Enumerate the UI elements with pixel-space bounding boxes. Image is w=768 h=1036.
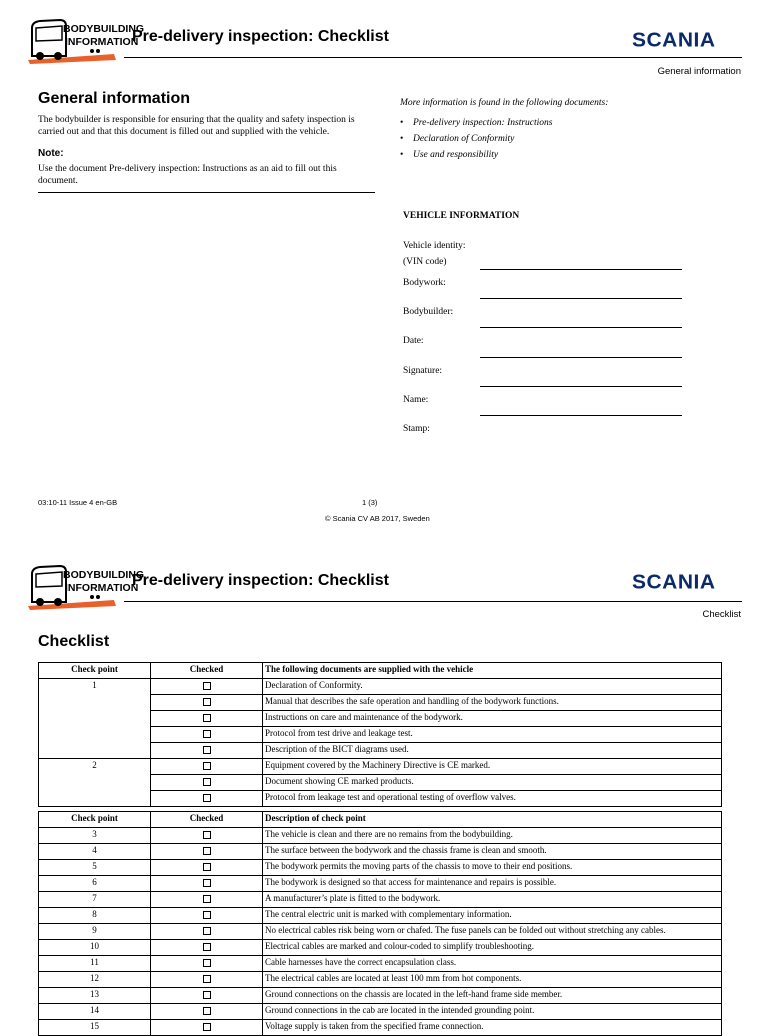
check-point-number: 2 [39,758,151,806]
checkbox[interactable] [203,698,211,706]
checkbox[interactable] [203,730,211,738]
checkbox[interactable] [203,762,211,770]
check-point-number: 8 [39,907,151,923]
column-header: Check point [39,663,151,679]
table-row [39,955,722,971]
item-description: Manual that describes the safe operation and handling of the bodywork functions. [263,694,722,710]
check-point-number: 6 [39,875,151,891]
check-point-number: 5 [39,859,151,875]
check-point-description: Cable harnesses have the correct encapsulation class. [263,955,722,971]
table-row [39,859,722,875]
footer-copyright: © Scania CV AB 2017, Sweden [325,514,430,523]
bodybuilder-field[interactable] [480,327,682,328]
table-row [39,971,722,987]
scania-brand-logo: SCANIA [632,571,716,594]
column-header: Checked [151,812,263,828]
table-header-row [39,812,722,828]
item-description: Instructions on care and maintenance of the bodywork. [263,710,722,726]
signature-label: Signature: [403,366,443,376]
table-row [39,923,722,939]
documents-checklist-table [38,662,722,807]
table-row [39,758,722,774]
bodybuilding-information-logo [26,16,145,64]
item-description: Description of the BICT diagrams used. [263,742,722,758]
check-point-description: A manufacturer’s plate is fitted to the bodywork. [263,891,722,907]
table-row [39,1003,722,1019]
table-row [39,939,722,955]
checked-cell [151,987,263,1003]
note-text: Use the document Pre-delivery inspection: Instructions as an aid to fill out this document. [38,164,337,186]
table-row [39,678,722,694]
vehicle-identity-label: Vehicle identity: [403,241,466,251]
table-header-row [39,663,722,679]
table-row [39,843,722,859]
general-information-heading: General information [38,90,191,107]
check-point-description: No electrical cables risk being worn or chafed. The fuse panels can be folded out without stretching any cables. [263,923,722,939]
document-title: Pre-delivery inspection: Checklist [132,28,389,45]
bodybuilding-information-logo [26,562,145,610]
checked-cell [151,774,263,790]
logo-line-2: INFORMATION [65,36,139,48]
vehicle-information-title: VEHICLE INFORMATION [403,211,520,221]
note-heading: Note: [38,148,64,159]
checked-cell [151,875,263,891]
checked-cell [151,891,263,907]
table-row [39,907,722,923]
document-title: Pre-delivery inspection: Checklist [132,572,389,589]
checkbox[interactable] [203,682,211,690]
logo-line-2: INFORMATION [65,582,139,594]
related-doc-item: • Pre-delivery inspection: Instructions [400,118,552,134]
checked-cell [151,907,263,923]
related-doc-item: • Use and responsibility [400,150,552,166]
stamp-label: Stamp: [403,424,430,434]
more-info-text: More information is found in the following documents: [400,98,609,108]
check-point-description: Voltage supply is taken from the specified frame connection. [263,1019,722,1035]
checked-cell [151,678,263,694]
note-rule [38,192,375,193]
related-doc-item: • Declaration of Conformity [400,134,552,150]
column-header: Checked [151,663,263,679]
check-point-description: Ground connections on the chassis are located in the left-hand frame side member. [263,987,722,1003]
checkbox[interactable] [203,927,211,935]
checkbox[interactable] [203,847,211,855]
section-label: General information [657,66,741,77]
check-point-description: Electrical cables are marked and colour-coded to simplify troubleshooting. [263,939,722,955]
footer-issue: 03:10-11 Issue 4 en-GB [38,498,118,507]
check-point-description: The surface between the bodywork and the chassis frame is clean and smooth. [263,843,722,859]
column-header: Description of check point [263,812,722,828]
check-point-description: The bodywork permits the moving parts of the chassis to move to their end positions. [263,859,722,875]
checked-cell [151,694,263,710]
check-point-description: The electrical cables are located at least 100 mm from hot components. [263,971,722,987]
checkbox[interactable] [203,778,211,786]
check-points-table [38,811,722,1036]
check-point-number: 13 [39,987,151,1003]
check-point-description: The central electric unit is marked with complementary information. [263,907,722,923]
logo-line-1: BODYBUILDING [63,23,145,35]
checked-cell [151,710,263,726]
item-description: Document showing CE marked products. [263,774,722,790]
item-description: Equipment covered by the Machinery Directive is CE marked. [263,758,722,774]
item-description: Declaration of Conformity. [263,678,722,694]
checked-cell [151,1003,263,1019]
checked-cell [151,939,263,955]
item-description: Protocol from test drive and leakage test. [263,726,722,742]
checkbox[interactable] [203,959,211,967]
check-point-number: 14 [39,1003,151,1019]
checkbox[interactable] [203,895,211,903]
checked-cell [151,859,263,875]
check-point-number: 10 [39,939,151,955]
vin-code-label: (VIN code) [403,257,447,267]
check-point-number: 3 [39,827,151,843]
checkbox[interactable] [203,991,211,999]
checked-cell [151,1019,263,1035]
header-rule [124,601,742,602]
date-label: Date: [403,336,424,346]
name-label: Name: [403,395,429,405]
table-row [39,891,722,907]
bodybuilder-label: Bodybuilder: [403,307,454,317]
table-row [39,987,722,1003]
checkbox[interactable] [203,863,211,871]
table-row [39,875,722,891]
check-point-number: 9 [39,923,151,939]
check-point-description: Ground connections in the cab are located in the intended grounding point. [263,1003,722,1019]
checkbox[interactable] [203,943,211,951]
check-point-number: 7 [39,891,151,907]
signature-field[interactable] [480,386,682,387]
checkbox[interactable] [203,879,211,887]
checkbox[interactable] [203,911,211,919]
table-row [39,1019,722,1035]
checked-cell [151,742,263,758]
checkbox[interactable] [203,831,211,839]
checked-cell [151,843,263,859]
check-point-number: 12 [39,971,151,987]
checkbox[interactable] [203,794,211,802]
checked-cell [151,955,263,971]
scania-brand-logo: SCANIA [632,29,716,52]
check-point-description: The vehicle is clean and there are no remains from the bodybuilding. [263,827,722,843]
checklist-heading: Checklist [38,633,110,650]
checked-cell [151,923,263,939]
date-field[interactable] [480,357,682,358]
checked-cell [151,790,263,806]
table-row [39,827,722,843]
item-description: Protocol from leakage test and operational testing of overflow valves. [263,790,722,806]
name-field[interactable] [480,415,682,416]
logo-line-1: BODYBUILDING [63,569,145,581]
check-point-description: The bodywork is designed so that access for maintenance and repairs is possible. [263,875,722,891]
bodywork-label: Bodywork: [403,278,446,288]
checked-cell [151,726,263,742]
bodywork-field[interactable] [480,298,682,299]
column-header: Check point [39,812,151,828]
related-documents-list [400,118,552,166]
check-point-number: 1 [39,678,151,758]
intro-paragraph: The bodybuilder is responsible for ensuring that the quality and safety inspection is carried out and that this document is filled out and supplied with the vehicle. [38,115,355,137]
vehicle-identity-field[interactable] [480,269,682,270]
check-point-number: 11 [39,955,151,971]
checked-cell [151,971,263,987]
checkbox[interactable] [203,746,211,754]
check-point-number: 4 [39,843,151,859]
checkbox[interactable] [203,714,211,722]
checked-cell [151,758,263,774]
column-header: The following documents are supplied with the vehicle [263,663,722,679]
checked-cell [151,827,263,843]
checkbox[interactable] [203,1007,211,1015]
footer-page-number: 1 (3) [362,498,378,507]
section-label: Checklist [702,609,741,620]
header-rule [124,57,742,58]
checkbox[interactable] [203,1023,211,1031]
check-point-number: 15 [39,1019,151,1035]
checkbox[interactable] [203,975,211,983]
